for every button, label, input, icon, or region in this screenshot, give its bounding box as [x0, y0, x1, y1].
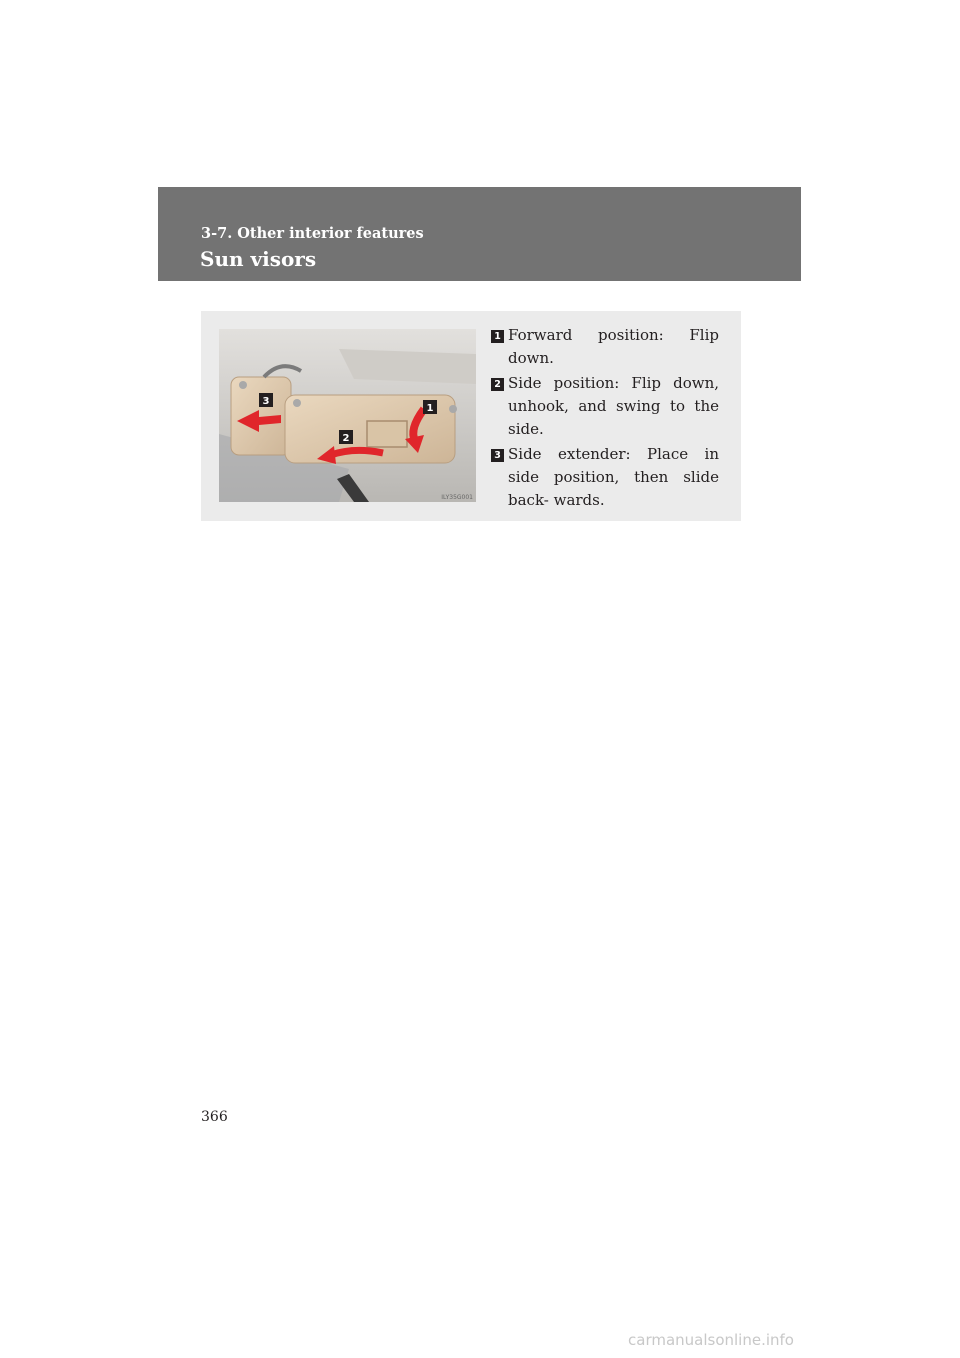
callout-2	[339, 430, 353, 444]
step-text: Forward position: Flip down.	[508, 326, 719, 367]
list-item	[491, 372, 719, 441]
callout-1	[423, 400, 437, 414]
watermark: carmanualsonline.info	[628, 1331, 794, 1349]
info-box	[201, 311, 741, 521]
step-marker: 1	[491, 330, 504, 343]
sun-visor-illustration	[219, 329, 476, 502]
chapter-header	[158, 187, 801, 281]
page-number: 366	[201, 1109, 228, 1125]
svg-text:1: 1	[426, 403, 434, 414]
svg-text:2: 2	[342, 433, 350, 444]
step-text: Side extender: Place in side position, then slide back- wards.	[508, 445, 719, 509]
section-label: 3-7. Other interior features	[201, 225, 424, 242]
step-marker: 3	[491, 449, 504, 462]
page-title: Sun visors	[200, 247, 317, 271]
step-marker: 2	[491, 378, 504, 391]
svg-text:3: 3	[262, 396, 270, 407]
list-item	[491, 443, 719, 512]
figure-code: ILY35G001	[441, 494, 473, 501]
instruction-list	[491, 324, 719, 514]
callout-3	[259, 393, 273, 407]
list-item	[491, 324, 719, 370]
step-text: Side position: Flip down, unhook, and swing to the side.	[508, 374, 719, 438]
